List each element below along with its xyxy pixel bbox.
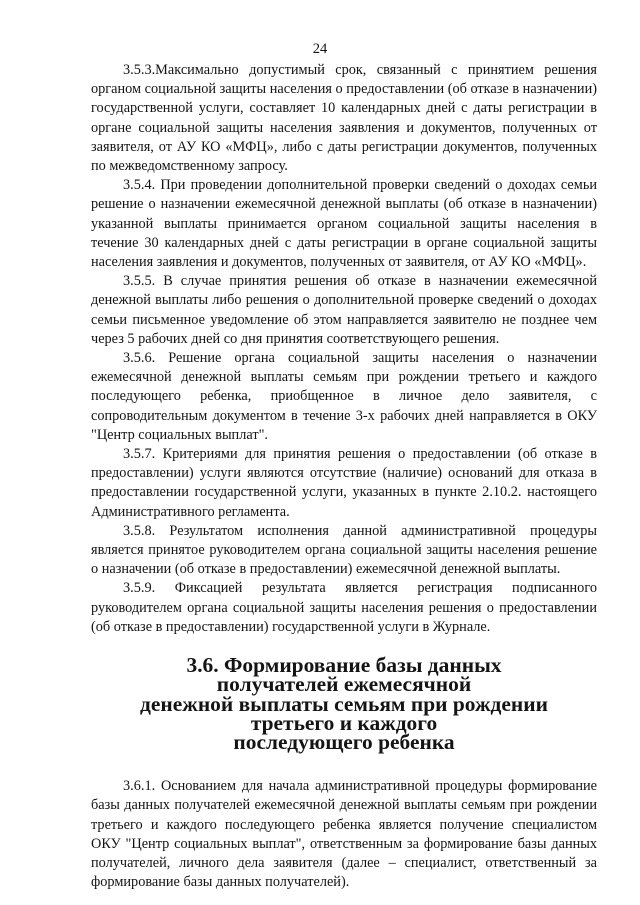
paragraph-3-6-1: 3.6.1. Основанием для начала административной процедуры формирование базы данных получателей ежемесячной денежной выплаты семьям при рождении третьего и каждого последующего ребенка является получение специалистом ОКУ "Центр социальных выплат", ответственным за формирование базы данных получателей, личного дела заявителя (далее – специалист, ответственный за формирование базы данных получателей). — [91, 778, 597, 891]
paragraph-3-5-9: 3.5.9. Фиксацией результата является регистрация подписанного руководителем органа социальной защиты населения решения о предоставлении (об отказе в предоставлении) государственной услуги в Журнале. — [91, 580, 597, 635]
section-heading-line: последующего ребенка — [233, 729, 455, 754]
paragraph-3-5-5: 3.5.5. В случае принятия решения об отказе в назначении ежемесячной денежной выплаты либо решения о дополнительной проверке сведений о доходах семьи письменное уведомление об этом направляется заявителю не позднее чем через 5 рабочих дней со дня принятия соответствующего решения. — [91, 273, 597, 347]
paragraph-3-5-3: 3.5.3.Максимально допустимый срок, связанный с принятием решения органом социальной защиты населения о предоставлении (об отказе в назначении) государственной услуги, составляет 10 календарных дней с даты регистрации в органе социальной защиты населения заявления и документов, полученных от заявителя, от АУ КО «МФЦ», либо с даты регистрации документов, полученных по межведомственному запросу. — [91, 62, 597, 175]
document-body — [91, 61, 597, 892]
page-number: 24 — [312, 41, 328, 57]
section-heading-3-6 — [91, 653, 597, 754]
paragraph-3-5-6: 3.5.6. Решение органа социальной защиты населения о назначении ежемесячной денежной выплаты семьям при рождении третьего и каждого последующего ребенка, приобщенное в личное дело заявителя, с сопроводительным документом в течение 3-х рабочих дней направляется в ОКУ "Центр социальных выплат". — [91, 350, 597, 443]
section-heading-line: 3.6. Формирование базы данных получателей ежемесячной — [186, 653, 502, 697]
section-heading-line: денежной выплаты семьям при рождении третьего и каждого — [140, 691, 548, 735]
paragraph-3-5-4: 3.5.4. При проведении дополнительной проверки сведений о доходах семьи решение о назначении ежемесячной денежной выплаты (об отказе в назначении) указанной выплаты принимается органом социальной защиты населения в течение 30 календарных дней с даты регистрации в органе социальной защиты населения заявления и документов, полученных от заявителя, от АУ КО «МФЦ». — [91, 177, 597, 271]
paragraph-3-5-8: 3.5.8. Результатом исполнения данной административной процедуры является принятое руководителем органа социальной защиты населения решение о назначении (об отказе в предоставлении) ежемесячной денежной выплаты. — [91, 522, 597, 578]
paragraph-3-5-7: 3.5.7. Критериями для принятия решения о предоставлении (об отказе в предоставлении) услуги являются отсутствие (наличие) оснований для отказа в предоставлении государственной услуги, указанных в пункте 2.10.2. настоящего Административного регламента. — [91, 446, 597, 520]
